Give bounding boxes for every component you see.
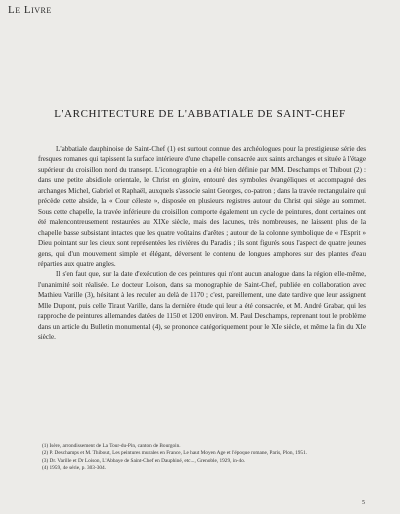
paragraph: Il s'en faut que, sur la date d'exécution de ces peintures qui n'ont aucun analogue dans la région elle-même, l'unanimité soit réalisée. Le docteur Loison, dans sa monographie de Saint-Chef, publiée en collaboration avec Mathieu Varille (3), hésitant à les reculer au delà de 1170 ; c'est, pareillement, une date tardive que leur assignent Mlle Dupont, puis celle Tiraut Varille, dans la dernière étude qui leur a été consacrée, et M. André Grabar, qui les rapproche de peintures allemandes datées de 1150 et 1200 environ. M. Paul Deschamps, reprenant tout le problème dans un article du Bulletin monumental (4), se prononce catégoriquement pour le XIe siècle, et même la fin du XIe siècle.: [38, 270, 366, 342]
article-body: [38, 144, 366, 343]
footnote: (3) Dr. Varille et Dr Loison, L'Abbaye de Saint-Chef en Dauphiné, etc..., Grenoble, 1929, in-4o.: [42, 457, 246, 464]
watermark-logo: Le Livre: [8, 4, 52, 16]
footnote: (2) P. Deschamps et M. Thibout, Les peintures murales en France, Le haut Moyen Age et l'époque romane, Paris, Plon, 1951.: [42, 450, 308, 457]
footnote: (4) 1959, 4e série, p. 303-304.: [42, 464, 106, 471]
footnotes: [38, 443, 366, 472]
paragraph: L'abbatiale dauphinoise de Saint-Chef (1) est surtout connue des archéologues pour la prestigieuse série des fresques romanes qui tapissent la surface intérieure d'une chapelle consacrée aux saints archanges et située à l'étage supérieur du croisillon nord du transept. L'iconographie en a été bien définie par MM. Deschamps et Thibout (2) : dans une petite absidiole orientale, le Christ en gloire, entouré des symboles évangéliques et accompagné des archanges Michel, Gabriel et Raphaël, auxquels s'associe saint Georges, co-patron ; dans la travée rectangulaire qui précède cette abside, la « Cour céleste », disposée en plusieurs registres autour du Christ qui siège au sommet. Sous cette chapelle, la travée inférieure du croisillon comporte également un cycle de peintures, dont certaines ont été malencontreusement restaurées au XIXe siècle, mais des lacunes, très nombreuses, ne laissent plus de la chapelle basse subsistant intactes que les quatre voûtains d'arêtes ; autour de la colonne symbolique de « l'Esprit » Dieu pointant sur les cieux sont représentées les rivières du Paradis ; ils sont figurés sous l'aspect de quatre jeunes gens, qui d'un mouvement simple et élégant, déversent le contenu de longues amphores sur des plantes d'eau réparties aux quatre angles.: [38, 145, 366, 268]
page-number: 5: [362, 500, 365, 506]
article-title: L'ARCHITECTURE DE L'ABBATIALE DE SAINT-CHEF: [54, 108, 346, 120]
footnote: (1) Isère, arrondissement de La Tour-du-Pin, canton de Bourgoin.: [42, 443, 181, 449]
